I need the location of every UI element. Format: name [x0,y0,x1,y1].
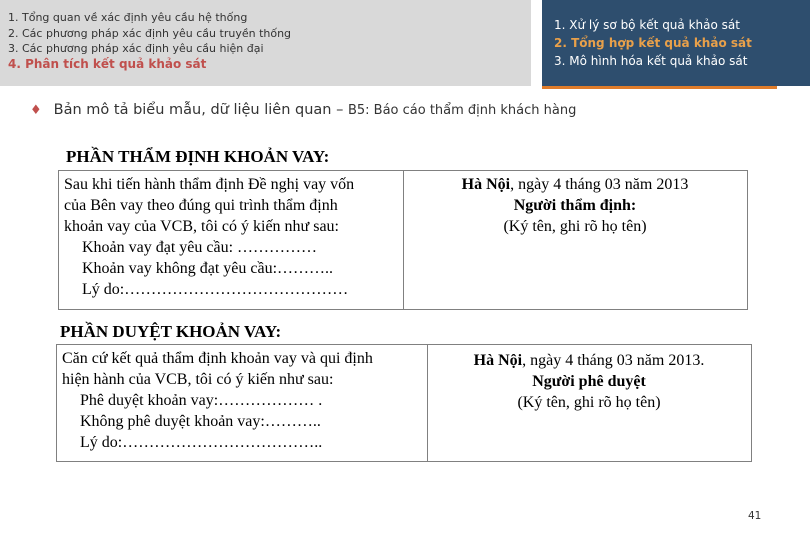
slide-bullet [30,102,576,118]
form1-line: Sau khi tiến hành thẩm định Đề nghị vay vốn [64,176,355,193]
diamond-bullet-icon: ♦ [30,103,42,118]
form1-approved-line: Khoản vay đạt yêu cầu: …………… [82,239,318,256]
header-topic-panel [0,0,531,86]
page-number: 41 [748,510,762,522]
topic-list [8,10,291,72]
form1-role: Người thẩm định: [513,197,637,214]
form2-line: Căn cứ kết quả thẩm định khoản vay và qui định [62,350,373,367]
form2-date-line [428,350,750,371]
form2-sign: (Ký tên, ghi rõ họ tên) [517,394,661,411]
form1-rejected-line: Khoản vay không đạt yêu cầu:……….. [82,260,334,277]
bullet-main-text: Bản mô tả biểu mẫu, dữ liệu liên quan – [53,102,348,118]
topic-item-2[interactable]: 2. Các phương pháp xác định yêu cầu truyền thống [8,26,292,40]
form1-sign: (Ký tên, ghi rõ họ tên) [503,218,647,235]
form2-date-rest: , ngày 4 tháng 03 năm 2013. [522,352,705,369]
form1-left-text [64,174,354,300]
form1-date-rest: , ngày 4 tháng 03 năm 2013 [510,176,689,193]
form2-reason-line: Lý do:……………………………….. [80,434,323,451]
form1-line: của Bên vay theo đúng qui trình thẩm định [64,197,338,214]
form2-line: hiện hành của VCB, tôi có ý kiến như sau: [62,371,334,388]
form1-date-line [404,174,746,195]
topic-item-3[interactable]: 3. Các phương pháp xác định yêu cầu hiện đại [8,42,264,55]
topic-item-4-active[interactable]: 4. Phân tích kết quả khảo sát [8,56,207,71]
form2-title: PHẦN DUYỆT KHOẢN VAY: [60,322,282,341]
form1-reason-line: Lý do:…………………………………… [82,281,349,298]
form2-approve-line: Phê duyệt khoản vay:……………… . [80,392,323,409]
subtopic-item-1[interactable]: 1. Xử lý sơ bộ kết quả khảo sát [554,18,740,32]
form2-date-place: Hà Nội [473,352,523,369]
topic-item-1[interactable]: 1. Tổng quan về xác định yêu cầu hệ thống [8,11,248,24]
form2-role: Người phê duyệt [532,373,646,390]
form2-box [56,344,752,462]
header-subtopic-panel [542,0,810,86]
form1-box [58,170,748,310]
form1-right-text [404,174,746,237]
form1-line: khoản vay của VCB, tôi có ý kiến như sau: [64,218,339,235]
subtopic-list [554,16,752,70]
form1-date-place: Hà Nội [461,176,511,193]
header-accent-line [542,86,777,89]
form2-right-text [428,350,750,413]
form2-left-text [62,348,373,453]
form2-reject-line: Không phê duyệt khoản vay:……….. [80,413,321,430]
form1-title: PHẦN THẨM ĐỊNH KHOẢN VAY: [66,147,330,166]
bullet-sub-text: B5: Báo cáo thẩm định khách hàng [347,103,577,118]
subtopic-item-3[interactable]: 3. Mô hình hóa kết quả khảo sát [554,54,748,68]
subtopic-item-2-active[interactable]: 2. Tổng hợp kết quả khảo sát [554,36,752,50]
